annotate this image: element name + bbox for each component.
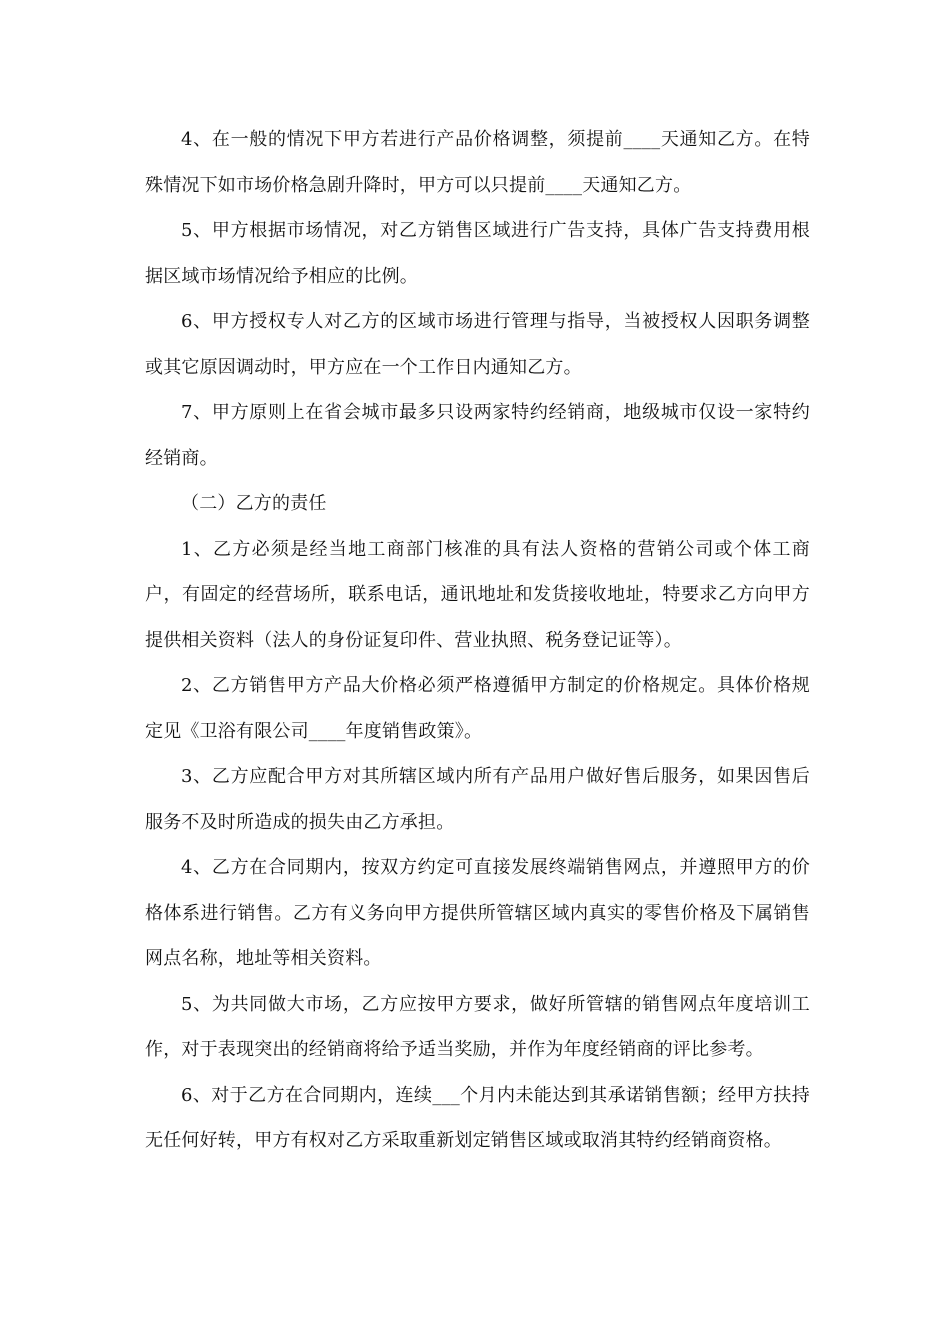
paragraph-party-b-1: 1、乙方必须是经当地工商部门核准的具有法人资格的营销公司或个体工商户，有固定的经营场所，联系电话，通讯地址和发货接收地址，特要求乙方向甲方提供相关资料（法人的身份证复印件、营业执照、税务登记证等）。 [145, 538, 810, 651]
document-body [145, 117, 810, 1164]
paragraph-party-a-7: 7、甲方原则上在省会城市最多只设两家特约经销商，地级城市仅设一家特约经销商。 [145, 402, 810, 469]
paragraph-party-b-5: 5、为共同做大市场，乙方应按甲方要求，做好所管辖的销售网点年度培训工作，对于表现突出的经销商将给予适当奖励，并作为年度经销商的评比参考。 [145, 993, 810, 1060]
paragraph-party-a-6: 6、甲方授权专人对乙方的区域市场进行管理与指导，当被授权人因职务调整或其它原因调动时，甲方应在一个工作日内通知乙方。 [145, 311, 810, 378]
section-heading-party-b: （二）乙方的责任 [181, 493, 327, 514]
paragraph-party-b-6: 6、对于乙方在合同期内，连续___个月内未能达到其承诺销售额；经甲方扶持无任何好转，甲方有权对乙方采取重新划定销售区域或取消其特约经销商资格。 [145, 1084, 810, 1151]
paragraph-party-b-4: 4、乙方在合同期内，按双方约定可直接发展终端销售网点，并遵照甲方的价格体系进行销售。乙方有义务向甲方提供所管辖区域内真实的零售价格及下属销售网点名称，地址等相关资料。 [145, 857, 810, 969]
paragraph-party-a-4: 4、在一般的情况下甲方若进行产品价格调整，须提前____天通知乙方。在特殊情况下如市场价格急剧升降时，甲方可以只提前____天通知乙方。 [145, 129, 810, 196]
paragraph-party-a-5: 5、甲方根据市场情况，对乙方销售区域进行广告支持，具体广告支持费用根据区域市场情况给予相应的比例。 [145, 220, 810, 287]
paragraph-party-b-3: 3、乙方应配合甲方对其所辖区域内所有产品用户做好售后服务，如果因售后服务不及时所造成的损失由乙方承担。 [145, 766, 810, 833]
paragraph-party-b-2: 2、乙方销售甲方产品大价格必须严格遵循甲方制定的价格规定。具体价格规定见《卫浴有限公司____年度销售政策》。 [145, 675, 810, 742]
